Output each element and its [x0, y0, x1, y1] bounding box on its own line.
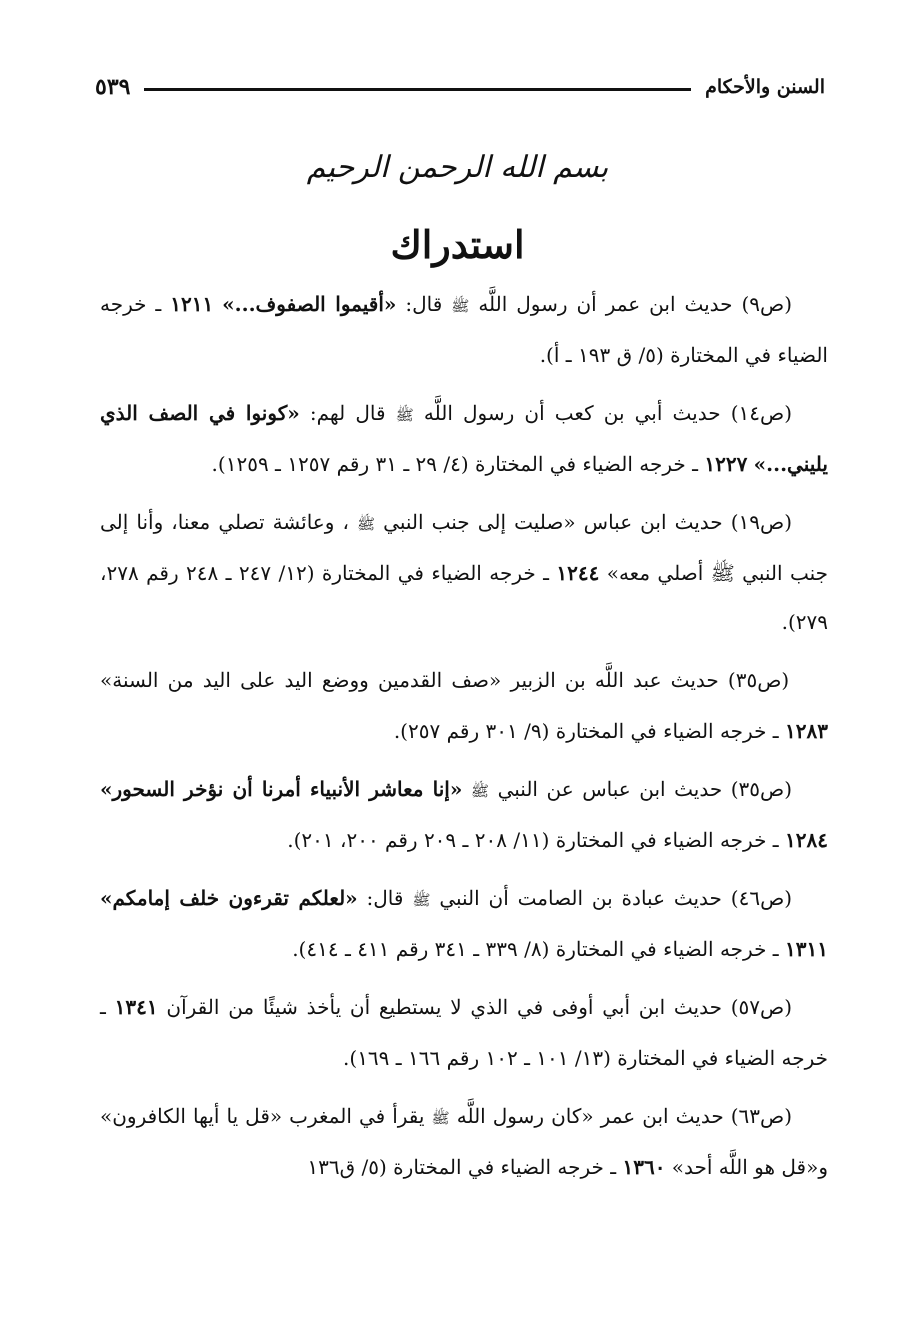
entry-intro: (ص٣٥) حديث ابن عباس عن النبي — [497, 777, 793, 801]
entry — [100, 1092, 828, 1192]
page-number: ٥٣٩ — [95, 74, 131, 100]
entry — [100, 765, 828, 865]
entry-citation: ـ خرجه الضياء في المختارة (١٣/ ١٠١ ـ ١٠٢ رقم ١٦٦ ـ ١٦٩). — [100, 995, 828, 1070]
entry-intro-end: قال: — [366, 886, 404, 910]
entry-intro: (ص٤٦) حديث عبادة بن الصامت أن النبي — [439, 886, 793, 910]
entry-quote: «لعلكم تقرءون خلف إمامكم» — [100, 886, 358, 910]
entry — [100, 874, 828, 974]
entry-intro-end: يقرأ في المغرب «قل يا أيها الكافرون» و«قل هو اللَّه أحد» — [100, 1104, 828, 1179]
entry-intro-end: قال لهم: — [309, 401, 386, 425]
running-header — [95, 64, 825, 110]
salla-glyph: ﷺ — [431, 1109, 450, 1127]
entry — [100, 280, 828, 380]
salla-glyph: ﷺ — [395, 406, 414, 424]
entry-citation: ـ خرجه الضياء في المختارة (٥/ ق١٣٦ — [307, 1155, 617, 1179]
entry-record-number: ١٢٤٤ — [556, 561, 600, 585]
entries — [100, 280, 828, 1201]
entry-quote: «كونوا في الصف الذي يليني...» — [100, 401, 828, 476]
entry-intro-end: ، وعائشة تصلي معنا، وأنا إلى جنب النبي ﷺ أصلي معه» — [100, 510, 828, 585]
entry-record-number: ١٢١١ — [170, 292, 214, 316]
page-heading: استدراك — [390, 222, 525, 267]
salla-glyph: ﷺ — [356, 515, 376, 533]
salla-glyph: ﷺ — [412, 891, 431, 909]
entry-intro: (ص٥٧) حديث ابن أبي أوفى في الذي لا يستطيع أن يأخذ شيئًا من القرآن — [166, 995, 793, 1019]
entry — [100, 498, 828, 647]
entry — [100, 983, 828, 1083]
entry — [100, 389, 828, 489]
entry-intro: (ص٦٣) حديث ابن عمر «كان رسول اللَّه — [456, 1104, 792, 1128]
entry-record-number: ١٣٤١ — [114, 995, 158, 1019]
entry-intro: (ص٩) حديث ابن عمر أن رسول اللَّه — [478, 292, 793, 316]
header-rule — [144, 88, 691, 91]
entry-record-number: ١٣٦٠ — [622, 1155, 666, 1179]
entry-quote: «أقيموا الصفوف...» — [222, 292, 397, 316]
entry-citation: ـ خرجه الضياء في المختارة (٨/ ٣٣٩ ـ ٣٤١ رقم ٤١١ ـ ٤١٤). — [292, 937, 779, 961]
entry-intro-end: قال: — [405, 292, 443, 316]
entry-record-number: ١٢٢٧ — [704, 452, 748, 476]
entry-quote: «إنا معاشر الأنبياء أمرنا أن نؤخر السحور» — [100, 777, 463, 801]
entry-citation: ـ خرجه الضياء في المختارة (١٢/ ٢٤٧ ـ ٢٤٨ رقم ٢٧٨، ٢٧٩). — [100, 561, 828, 634]
basmala-calligraphy: بسم الله الرحمن الرحيم — [306, 150, 609, 185]
entry-record-number: ١٢٨٣ — [785, 719, 828, 743]
salla-glyph: ﷺ — [470, 782, 490, 800]
salla-glyph: ﷺ — [451, 297, 470, 315]
entry-record-number: ١٣١١ — [785, 937, 828, 961]
entry-citation: ـ خرجه الضياء في المختارة (٤/ ٢٩ ـ ٣١ رقم ١٢٥٧ ـ ١٢٥٩). — [211, 452, 698, 476]
entry-citation: ـ خرجه الضياء في المختارة (٩/ ٣٠١ رقم ٢٥٧). — [393, 719, 779, 743]
entry-citation: ـ خرجه الضياء في المختارة (٥/ ق ١٩٣ ـ أ). — [100, 292, 828, 367]
entry — [100, 656, 828, 756]
entry-record-number: ١٢٨٤ — [785, 828, 828, 852]
running-title: السنن والأحكام — [705, 76, 825, 98]
entry-intro: (ص٣٥) حديث عبد اللَّه بن الزبير «صف القدمين ووضع اليد على اليد من السنة» — [100, 668, 790, 692]
entry-citation: ـ خرجه الضياء في المختارة (١١/ ٢٠٨ ـ ٢٠٩ رقم ٢٠٠، ٢٠١). — [287, 828, 779, 852]
entry-intro: (ص١٤) حديث أبي بن كعب أن رسول اللَّه — [423, 401, 793, 425]
entry-intro: (ص١٩) حديث ابن عباس «صليت إلى جنب النبي — [383, 510, 792, 534]
